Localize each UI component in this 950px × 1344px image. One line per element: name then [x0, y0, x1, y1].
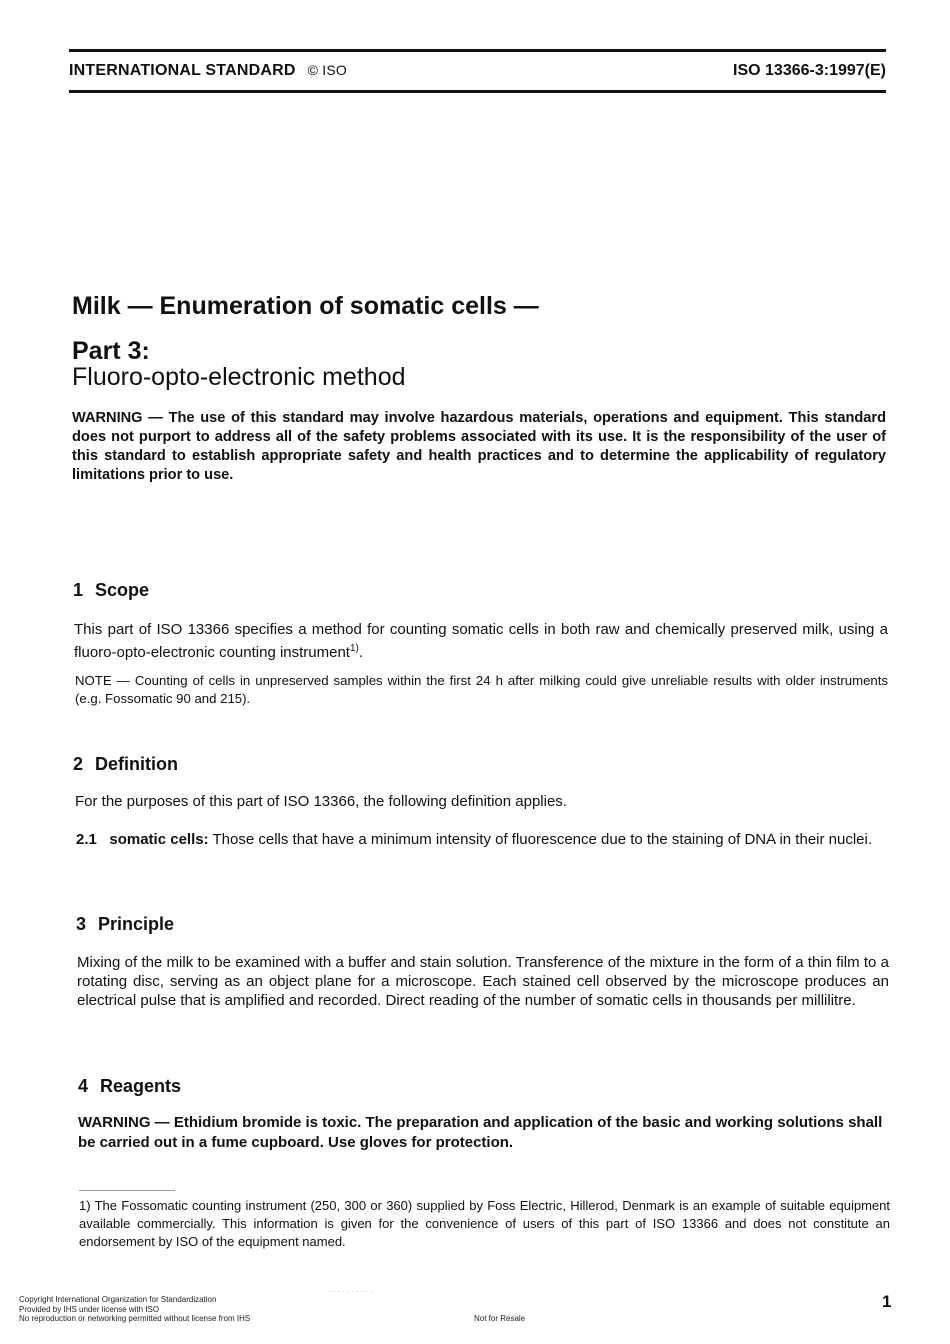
- definition-item: [76, 830, 888, 849]
- copyright-line-1: Copyright International Organization for Standardization: [19, 1295, 217, 1304]
- section-heading-scope: [73, 580, 149, 601]
- definition-paragraph: For the purposes of this part of ISO 13366, the following definition applies.: [75, 793, 567, 810]
- general-warning: WARNING — The use of this standard may involve hazardous materials, operations and equipment. This standard does not purport to address all of the safety problems associated with its use. It is the responsibility of the user of this standard to establish appropriate safety and health practices and to determine the applicability of regulatory limitations prior to use.: [72, 410, 886, 483]
- footnote-ref[interactable]: 1): [349, 643, 359, 654]
- header-doc-id: ISO 13366-3:1997(E): [733, 62, 886, 79]
- section-number: 3: [76, 914, 87, 934]
- header-standard-label: INTERNATIONAL STANDARD: [69, 62, 296, 79]
- section-title: Scope: [95, 580, 150, 600]
- definition-text: Those cells that have a minimum intensity of fluorescence due to the staining of DNA in their nuclei.: [212, 831, 873, 848]
- copyright-line-2: Provided by IHS under license with ISO: [19, 1304, 160, 1314]
- scope-text: This part of ISO 13366 specifies a method for counting somatic cells in both raw and chemically preserved milk, using a fluoro-opto-electronic counting instrument: [74, 621, 888, 661]
- copyright-notice: [19, 1295, 250, 1324]
- document-subtitle: Fluoro-opto-electronic method: [72, 363, 406, 391]
- footnote: 1) The Fossomatic counting instrument (250, 300 or 360) supplied by Foss Electric, Hillerod, Denmark is an example of suitable equipment available commercially. This information is given for the convenience of users of this part of ISO 13366 and does not constitute an endorsement by ISO of the equipment named.: [79, 1198, 890, 1249]
- reagents-warning: WARNING — Ethidium bromide is toxic. The preparation and application of the basic and working solutions shall be carried out in a fume cupboard. Use gloves for protection.: [78, 1114, 883, 1151]
- header-rule-top: [69, 49, 886, 52]
- scope-note: NOTE — Counting of cells in unpreserved samples within the first 24 h after milking could give unreliable results with older instruments (e.g. Fossomatic 90 and 215).: [75, 673, 888, 706]
- definition-item-number: 2.1: [76, 831, 97, 848]
- section-title: Principle: [98, 914, 175, 934]
- section-heading-reagents: [78, 1076, 181, 1097]
- section-number: 1: [73, 580, 84, 600]
- section-heading-principle: [76, 914, 174, 935]
- section-title: Reagents: [100, 1076, 182, 1096]
- principle-paragraph: Mixing of the milk to be examined with a buffer and stain solution. Transference of the mixture in the form of a thin film to a rotating disc, serving as an object plane for a microscope. Each stained cell observed by the microscope produces an electrical pulse that is amplified and recorded. Direct reading of the number of somatic cells in thousands per millilitre.: [77, 954, 889, 1009]
- definition-term: somatic cells:: [109, 831, 209, 848]
- page-number: 1: [882, 1292, 892, 1311]
- copyright-line-3: No reproduction or networking permitted without license from IHS: [19, 1314, 251, 1323]
- header-rule-bottom: [69, 90, 886, 93]
- section-title: Definition: [95, 754, 179, 774]
- resale-notice: Not for Resale: [474, 1314, 526, 1323]
- section-number: 4: [78, 1076, 89, 1096]
- header-copyright: © ISO: [307, 62, 347, 78]
- document-title: Milk — Enumeration of somatic cells —: [72, 292, 539, 320]
- document-part: Part 3:: [72, 337, 150, 365]
- header-label: [69, 62, 347, 80]
- scope-text-end: .: [358, 644, 364, 661]
- footnote-rule: [79, 1190, 175, 1191]
- scan-artifact: ··········: [328, 1287, 375, 1296]
- section-number: 2: [73, 754, 84, 774]
- section-heading-definition: [73, 754, 178, 775]
- scope-paragraph: [74, 620, 888, 662]
